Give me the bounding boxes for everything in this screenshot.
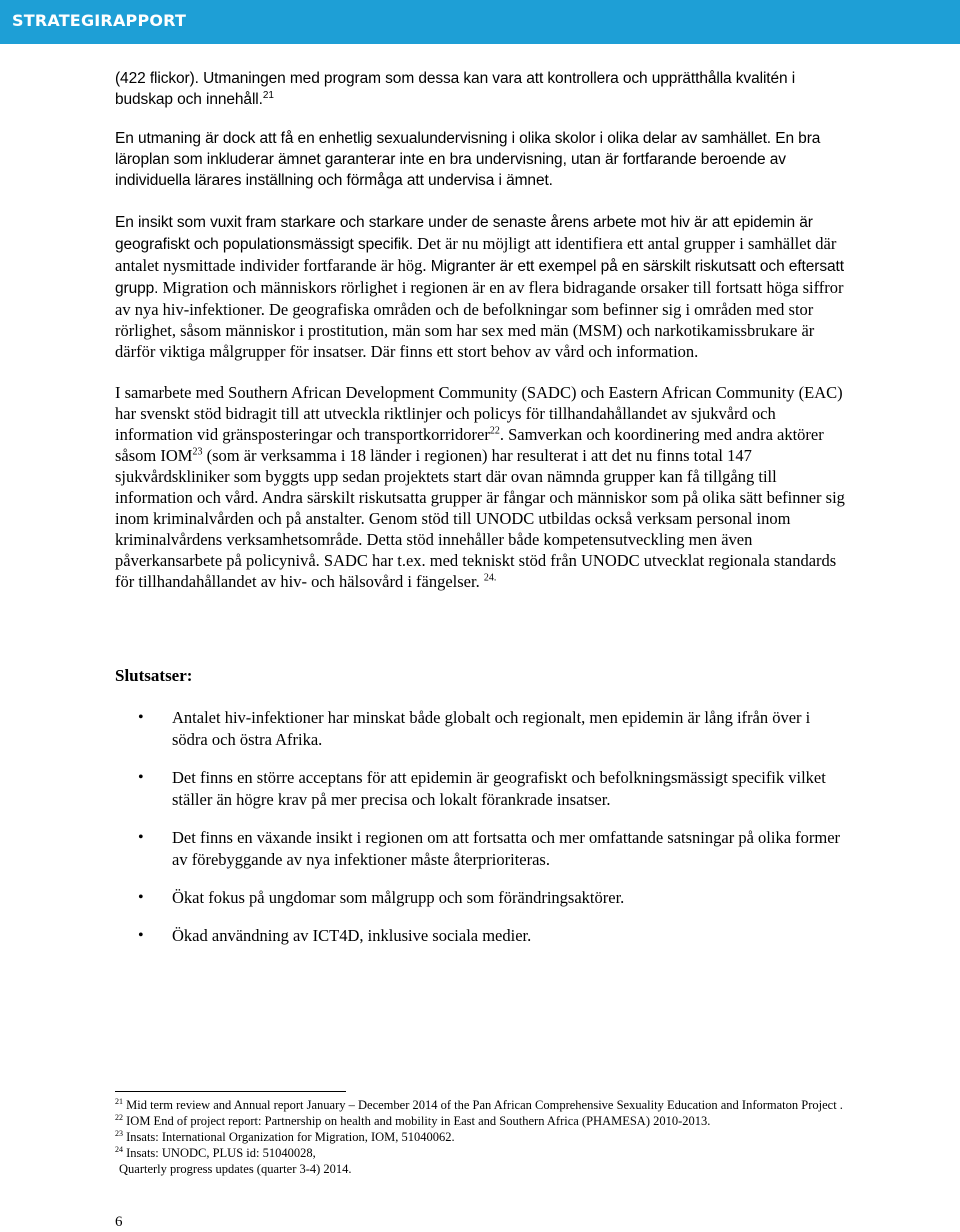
footnote-ref-21: 21 (262, 89, 274, 101)
paragraph-4-part-c: (som är verksamma i 18 länder i regionen) har resulterat i att det nu finns total 147 sjukvårdskliniker som byggts upp sedan projektets start där ovan nämnda grupper kan få tillgång till information och vård. Andra särskilt riskutsatta grupper är fångar och människor som på olika sätt befinner sig inom kriminalvården och på anstalter. Genom stöd till UNODC utbildas också verksam personal inom kriminalvårdens verksamhetsområde. Detta stöd innehåller både kompetensutveckling men även påverkansarbete på policynivå. SADC har t.ex. med tekniskt stöd från UNODC utvecklat regionala standards för tillhandahållandet av hiv- och hälsovård i fängelser. (115, 446, 845, 591)
list-item (115, 707, 845, 751)
footnote-number: 23 (115, 1128, 123, 1138)
footnotes (115, 1097, 855, 1177)
paragraph-4-part-a: I samarbete med Southern African Development Community (SADC) och Eastern African Community (EAC) har svenskt stöd bidragit till att utveckla riktlinjer och policys för tillhandahållandet av sjukvård och information vid gränsposteringar och transportkorridorer (115, 383, 843, 444)
paragraph-3-part-b: Det är nu möjligt att identifiera ett antal grupper i samhället där antalet nysmittade individer fortfarande är hög. (115, 234, 837, 275)
list-item (115, 827, 845, 871)
footnote-ref-22: 22 (489, 425, 500, 437)
list-item-text: Antalet hiv-infektioner har minskat både globalt och regionalt, men epidemin är lång ifrån över i södra och östra Afrika. (172, 708, 811, 749)
paragraph-4-part-b: . Samverkan och koordinering med andra aktörer såsom IOM (115, 425, 824, 465)
footnote-24-continuation: Quarterly progress updates (quarter 3-4) 2014. (119, 1162, 352, 1176)
footnote-text: Insats: International Organization for Migration, IOM, 51040062. (123, 1130, 455, 1144)
bullet-icon: • (138, 889, 144, 906)
footnote-24 (115, 1145, 855, 1161)
footnote-number: 24 (115, 1144, 123, 1154)
list-item-text: Det finns en större acceptans för att epidemin är geografiskt och befolkningsmässigt specifik vilket ställer än högre krav på mer precisa och lokalt förankrade insatser. (172, 768, 826, 809)
bullet-icon: • (138, 769, 144, 786)
list-item (115, 887, 845, 909)
paragraph-2: En utmaning är dock att få en enhetlig sexualundervisning i olika skolor i olika delar av samhället. En bra läroplan som inkluderar ämnet garanterar inte en bra undervisning, utan är fortfarande beroende av individuella lärares inställning och förmåga att undervisa i ämnet. (115, 130, 821, 189)
list-item (115, 925, 845, 947)
paragraph-3-part-a: En insikt som vuxit fram starkare och starkare under de senaste årens arbete mot hiv är att epidemin är geografiskt och populationsmässigt specifik. (115, 214, 813, 253)
footnote-text: IOM End of project report: Partnership on health and mobility in East and Southern Africa (PHAMESA) 2010-2013. (123, 1114, 711, 1128)
list-item-text: Det finns en växande insikt i regionen om att fortsatta och mer omfattande satsningar på olika former av förebyggande av nya infektioner måste återprioriteras. (172, 828, 841, 869)
footnote-22 (115, 1113, 855, 1129)
body-text (115, 68, 845, 592)
list-item-text: Ökat fokus på ungdomar som målgrupp och som förändringsaktörer. (172, 888, 625, 907)
footnote-21 (115, 1097, 855, 1113)
footnote-number: 21 (115, 1096, 123, 1106)
footnote-23 (115, 1129, 855, 1145)
paragraph-3-part-c: Migranter är ett exempel på en särskilt riskutsatt och eftersatt grupp. (115, 258, 844, 297)
bullet-icon: • (138, 709, 144, 726)
bullet-icon: • (138, 829, 144, 846)
bullet-icon: • (138, 927, 144, 944)
conclusions-heading: Slutsatser: (115, 666, 193, 685)
report-header-bar (0, 0, 960, 44)
paragraph-3-part-d: Migration och människors rörlighet i regionen är en av flera bidragande orsaker till fortsatt höga siffror av nya hiv-infektioner. (115, 278, 844, 319)
footnote-text: Insats: UNODC, PLUS id: 51040028, (123, 1146, 316, 1160)
paragraph-3-part-e: De geografiska områden och de befolkningar som befinner sig i områden med stor rörlighet, såsom människor i prostitution, män som har sex med män (MSM) och narkotikamissbrukare är därför viktiga målgrupper för insatser. Där finns ett stort behov av vård och information. (115, 300, 815, 361)
paragraph-3 (115, 212, 845, 362)
report-header-title: STRATEGIRAPPORT (12, 11, 187, 30)
paragraph-1 (115, 68, 845, 110)
page-number: 6 (115, 1214, 123, 1230)
paragraph-4 (115, 382, 845, 592)
footnote-ref-23: 23 (192, 446, 203, 458)
footnote-number: 22 (115, 1112, 123, 1122)
footnote-text: Mid term review and Annual report January – December 2014 of the Pan African Comprehensive Sexuality Education and Informaton Project . (123, 1098, 843, 1112)
conclusions-list (115, 707, 845, 963)
footnote-separator (115, 1091, 346, 1092)
paragraph-1-text: (422 flickor). Utmaningen med program som dessa kan vara att kontrollera och upprätthålla kvalitén i budskap och innehåll. (115, 70, 796, 108)
footnote-ref-24: 24. (483, 572, 497, 584)
list-item-text: Ökad användning av ICT4D, inklusive sociala medier. (172, 926, 532, 945)
list-item (115, 767, 845, 811)
